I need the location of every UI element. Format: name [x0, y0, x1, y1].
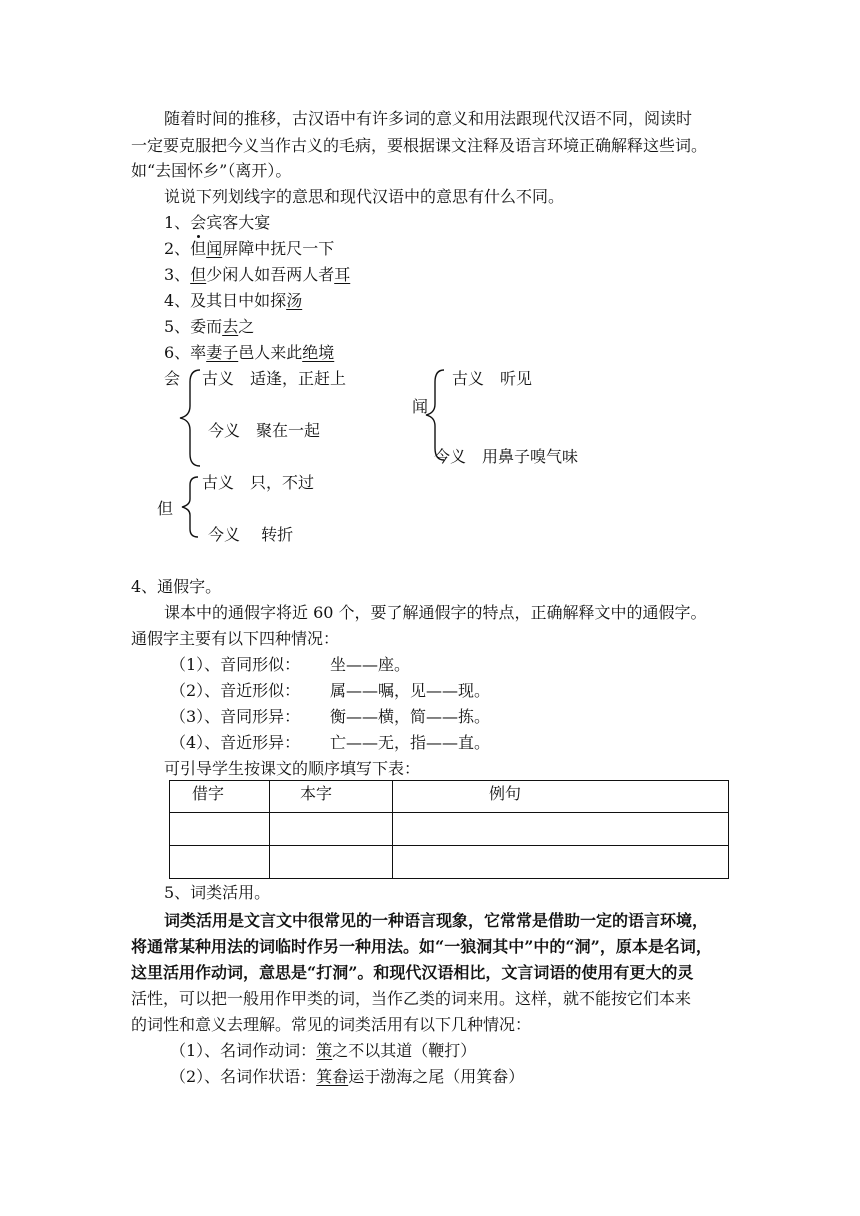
hui-char: 会 [164, 369, 181, 388]
section4-heading: 4、通假字。 [131, 577, 222, 596]
example-mid: 邑人来此 [238, 343, 303, 362]
example-6 [164, 343, 334, 363]
wen-char: 闻 [412, 397, 429, 416]
intro-line-2: 一定要克服把今义当作古义的毛病，要根据课文注释及语言环境正确解释这些词。 [131, 136, 708, 155]
wen-ancient: 古义 听见 [452, 369, 533, 388]
section4-case-example: 衡——横，简——拣。 [330, 707, 491, 726]
case-rest: 运于渤海之尾（用箕畚） [348, 1067, 525, 1086]
intro-line-1: 随着时间的推移，古汉语中有许多词的意义和用法跟现代汉语不同，阅读时 [164, 109, 693, 128]
section4-guide: 可引导学生按课文的顺序填写下表： [164, 759, 421, 778]
underlined-key: 箕畚 [316, 1067, 349, 1086]
hui-ancient: 古义 适逢，正赶上 [202, 369, 347, 388]
table-header-row [170, 781, 729, 813]
dan-char: 但 [157, 499, 174, 518]
section4-case-label: （1）、音同形似： [170, 655, 301, 674]
table-header-cell: 借字 [170, 781, 270, 813]
section4-case-label: （4）、音近形异： [170, 733, 301, 752]
example-rest: 之 [238, 317, 255, 336]
section5-line: 词类活用是文言文中很常见的一种语言现象，它常常是借助一定的语言环境， [164, 911, 709, 930]
example-1 [164, 213, 270, 233]
section4-case-example: 亡——无，指——直。 [330, 733, 491, 752]
case-label: （2）、名词作状语： [170, 1067, 317, 1086]
example-2 [164, 239, 334, 259]
underlined-key: 但 [190, 265, 207, 284]
table-cell[interactable] [270, 813, 393, 846]
hui-modern: 今义 聚在一起 [208, 421, 321, 440]
dan-modern: 今义 转折 [208, 525, 294, 544]
underlined-key: 耳 [334, 265, 351, 284]
underlined-key: 策 [316, 1041, 333, 1060]
example-mid: 少闲人如吾两人者 [206, 265, 335, 284]
example-num: 4、及其日中如探 [164, 291, 287, 310]
section5-case-1 [170, 1041, 476, 1061]
underlined-key: 绝境 [302, 343, 335, 362]
example-3 [164, 265, 350, 285]
example-4 [164, 291, 302, 311]
table-header-cell: 例句 [393, 781, 729, 813]
table-cell[interactable] [170, 846, 270, 879]
section5-heading: 5、词类活用。 [164, 883, 271, 902]
fill-in-table [169, 780, 729, 879]
table-cell[interactable] [170, 813, 270, 846]
intro-prompt: 说说下列划线字的意思和现代汉语中的意思有什么不同。 [164, 187, 565, 206]
section4-case-label: （3）、音同形异： [170, 707, 301, 726]
table-row [170, 846, 729, 879]
table-cell[interactable] [270, 846, 393, 879]
example-num: 6、率 [164, 343, 207, 362]
section5-line: 的词性和意义去理解。常见的词类活用有以下几种情况： [131, 1015, 532, 1034]
dan-ancient: 古义 只，不过 [202, 473, 315, 492]
section4-para-2: 通假字主要有以下四种情况： [131, 629, 340, 648]
underlined-key: 汤 [286, 291, 303, 310]
case-label: （1）、名词作动词： [170, 1041, 317, 1060]
underlined-key: 闻 [206, 239, 223, 258]
example-num: 2、但 [164, 239, 207, 258]
example-rest: 屏障中抚尺一下 [222, 239, 335, 258]
section4-para-1: 课本中的通假字将近 60 个，要了解通假字的特点，正确解释文中的通假字。 [164, 603, 707, 622]
dan-brace [180, 475, 200, 539]
dotted-key-char: 会 [190, 213, 206, 233]
wen-modern: 今义 用鼻子嗅气味 [434, 447, 579, 466]
section4-case-label: （2）、音近形似： [170, 681, 301, 700]
section5-case-2 [170, 1067, 524, 1087]
example-rest: 宾客大宴 [206, 213, 271, 232]
underlined-key: 妻子 [206, 343, 239, 362]
table-row [170, 813, 729, 846]
section4-case-example: 坐——座。 [330, 655, 411, 674]
example-num: 5、委而 [164, 317, 223, 336]
section5-line: 这里活用作动词，意思是“打洞”。和现代汉语相比，文言词语的使用有更大的灵 [131, 963, 694, 982]
example-num: 1、 [164, 213, 191, 232]
case-rest: 之不以其道（鞭打） [332, 1041, 477, 1060]
table-header-cell: 本字 [270, 781, 393, 813]
hui-brace [178, 368, 202, 468]
intro-line-3: 如“去国怀乡”（离开）。 [131, 161, 292, 180]
section5-line: 活性，可以把一般用作甲类的词，当作乙类的词来用。这样，就不能按它们本来 [131, 989, 692, 1008]
table-cell[interactable] [393, 846, 729, 879]
example-5 [164, 317, 254, 337]
example-num: 3、 [164, 265, 191, 284]
section4-case-example: 属——嘱，见——现。 [330, 681, 491, 700]
table-cell[interactable] [393, 813, 729, 846]
underlined-key: 去 [222, 317, 239, 336]
section5-line: 将通常某种用法的词临时作另一种用法。如“一狼洞其中”中的“洞”，原本是名词， [131, 937, 712, 956]
